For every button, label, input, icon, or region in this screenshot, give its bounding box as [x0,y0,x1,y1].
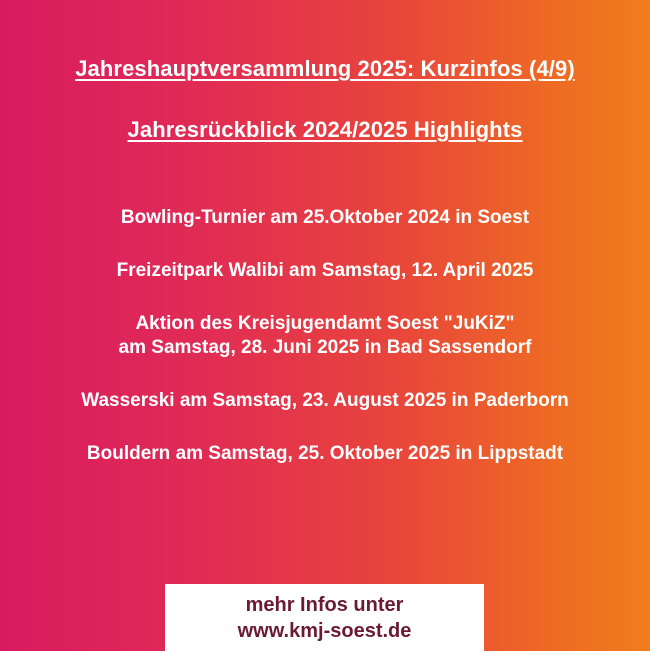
event-list [0,206,650,495]
event-text-continued: am Samstag, 28. Juni 2025 in Bad Sassendorf [118,337,532,358]
event-item-bouldern [0,442,650,466]
page-subtitle: Jahresrückblick 2024/2025 Highlights [127,117,523,142]
event-text: Bouldern am Samstag, 25. Oktober 2025 in Lippstadt [86,443,564,464]
more-info-label: mehr Infos unter [245,594,404,616]
website-link[interactable]: www.kmj-soest.de [237,620,412,642]
event-item-wasserski [0,389,650,413]
event-item-walibi [0,259,650,283]
event-text: Bowling-Turnier am 25.Oktober 2024 in Soest [120,207,530,228]
event-text: Freizeitpark Walibi am Samstag, 12. April 2025 [116,260,534,281]
more-info-box [165,584,484,651]
page-title: Jahreshauptversammlung 2025: Kurzinfos (4/9) [75,56,575,81]
event-text: Aktion des Kreisjugendamt Soest "JuKiZ" [135,313,515,334]
event-text: Wasserski am Samstag, 23. August 2025 in Paderborn [81,390,569,411]
event-item-bowling [0,206,650,230]
event-item-jukiz [0,312,650,360]
